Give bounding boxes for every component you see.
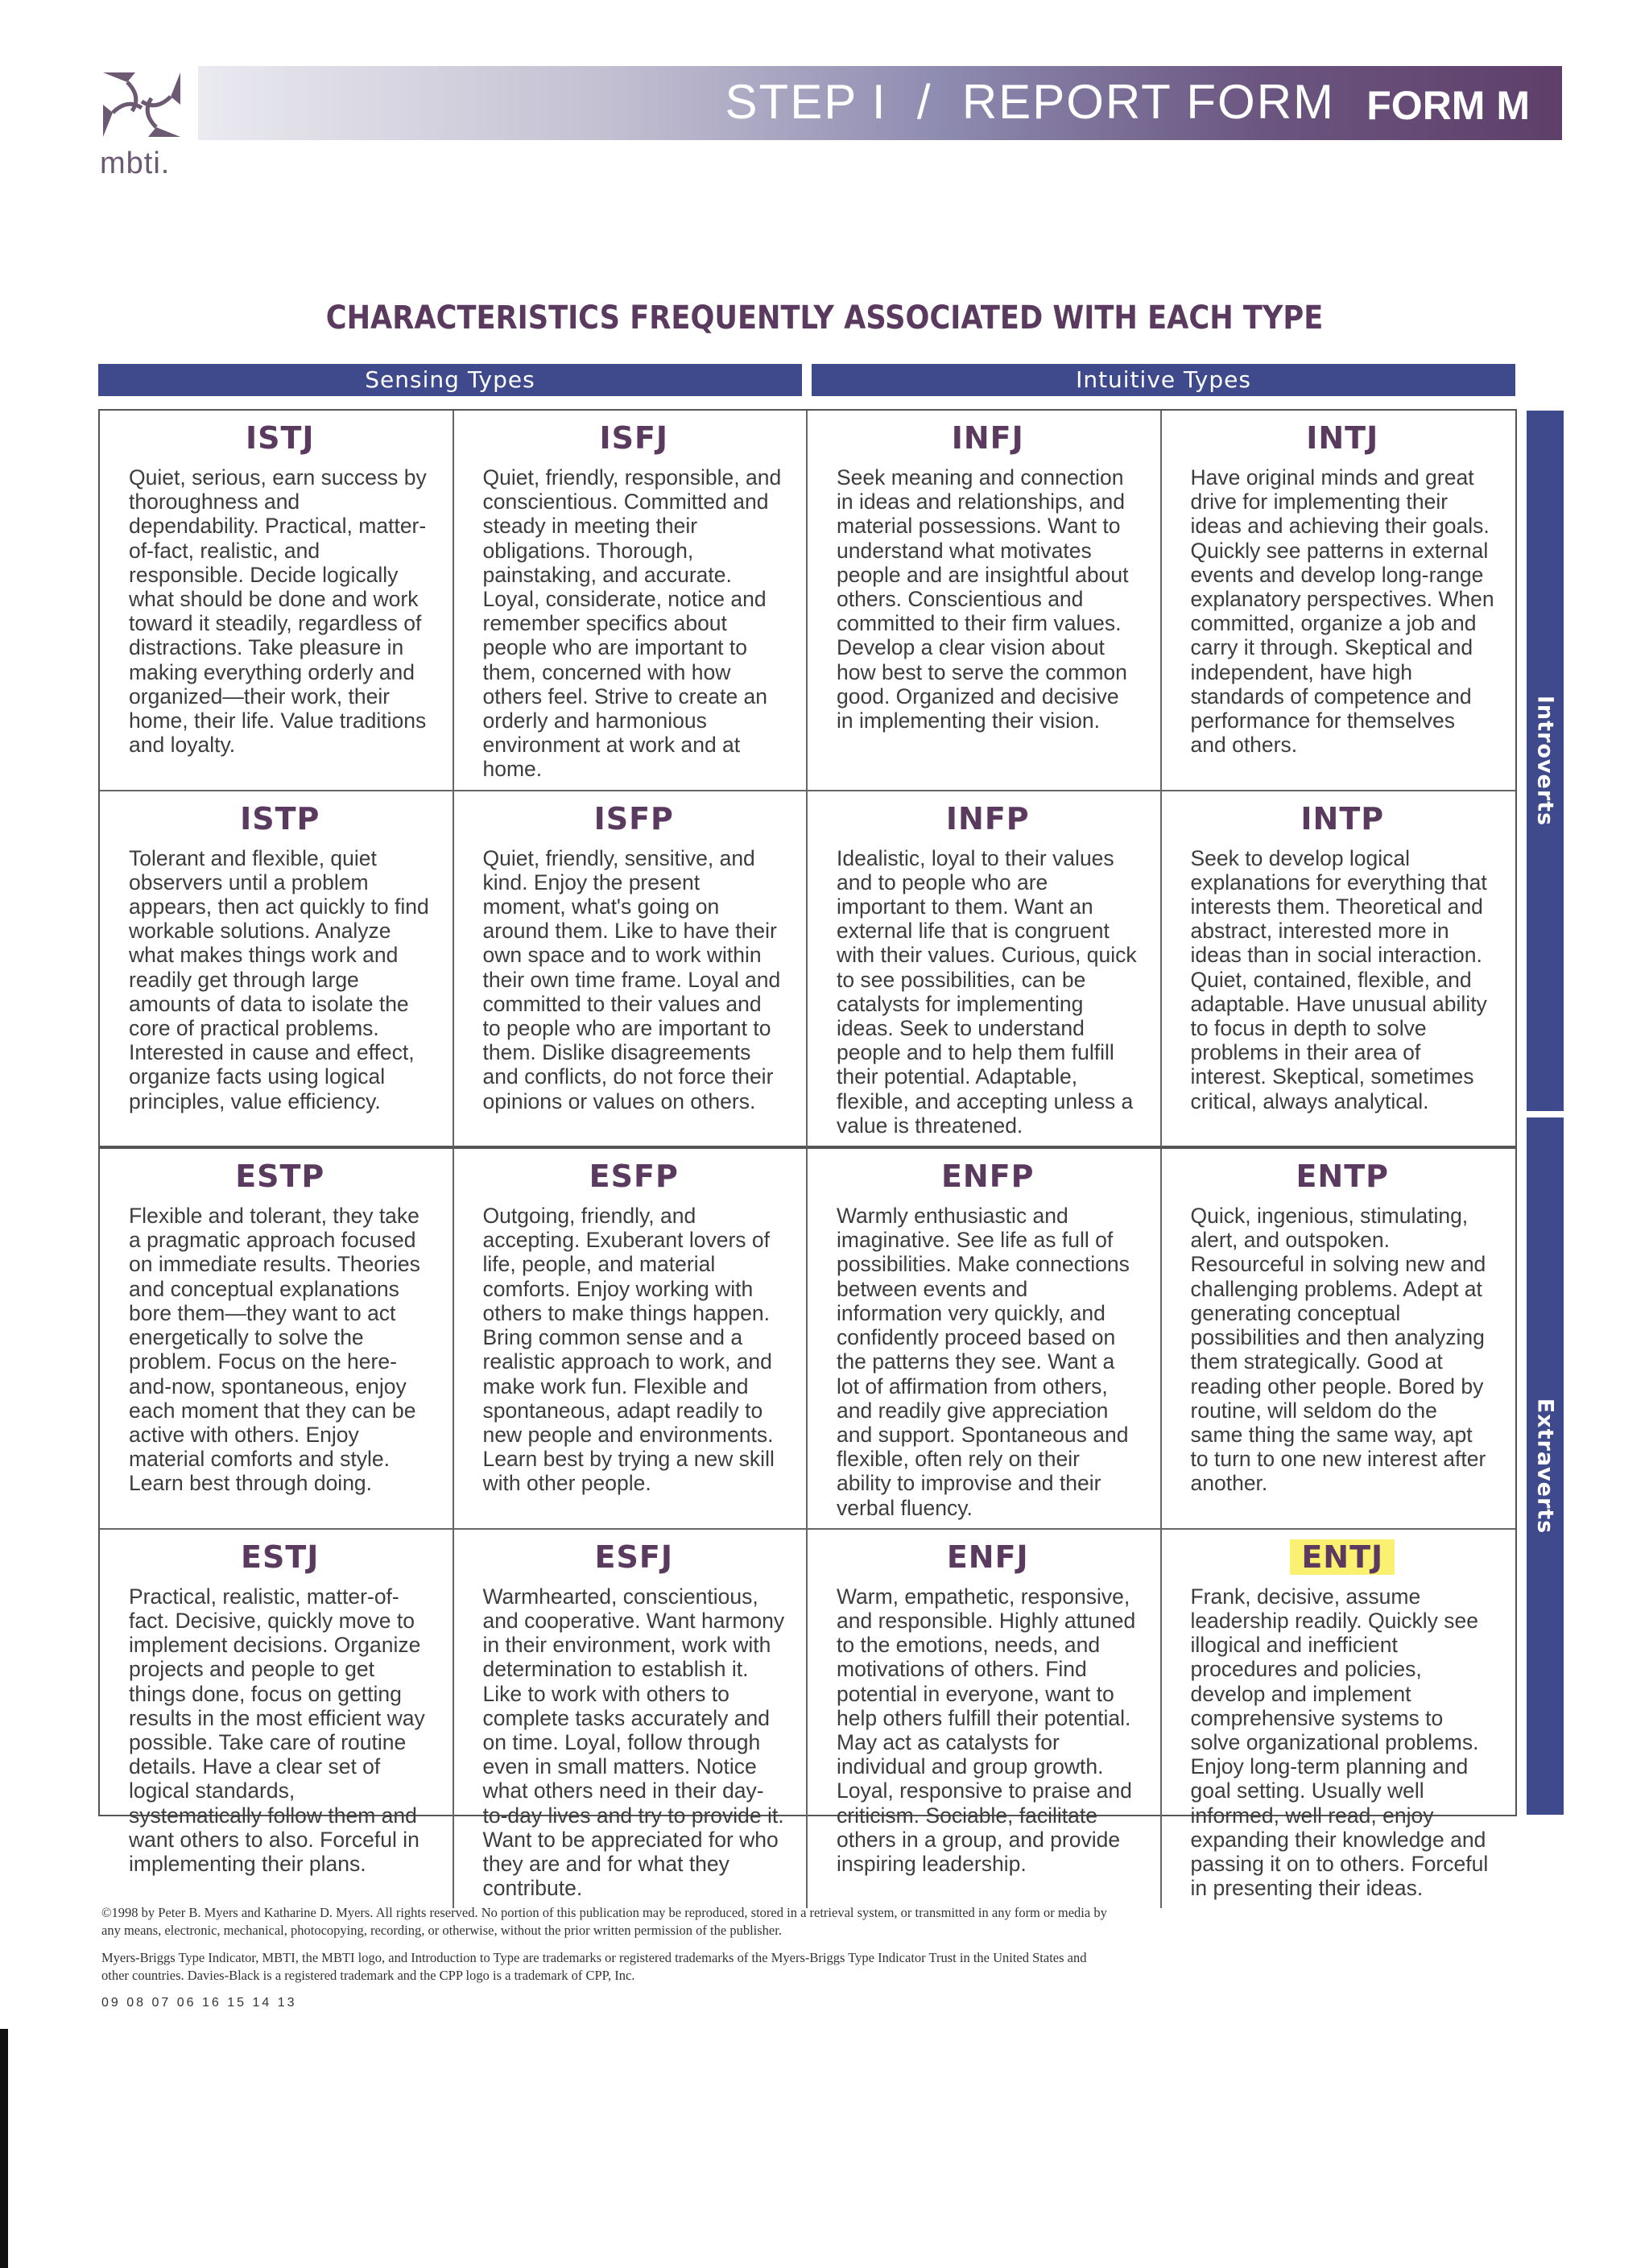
type-cell-entp	[1162, 1149, 1516, 1530]
type-cell-istp	[100, 791, 454, 1149]
type-cell-isfp	[454, 791, 808, 1149]
type-cell-esfj	[454, 1530, 808, 1909]
type-cell-estj	[100, 1530, 454, 1909]
type-cell-intp	[1162, 791, 1516, 1149]
logo-text: mbti.	[100, 147, 171, 180]
type-description: Outgoing, friendly, and accepting. Exuberant lovers of life, people, and material comforts. Enjoy working with others to make things happen. Bring common sense and a realistic approach to work, and make work fun. Flexible and spontaneous, adapt readily to new people and environments. Learn best by trying a new skill with other people.	[482, 1204, 775, 1496]
type-name: ENTP	[1296, 1159, 1390, 1195]
type-cell-estp	[100, 1149, 454, 1530]
type-cell-enfp	[808, 1149, 1162, 1530]
mbti-logo	[95, 64, 188, 180]
introverts-bar	[1527, 411, 1564, 1111]
header-banner	[198, 66, 1562, 140]
type-cell-esfp	[454, 1149, 808, 1530]
type-name	[1191, 1539, 1495, 1575]
type-cell-entj	[1162, 1530, 1516, 1909]
type-description: Have original minds and great drive for implementing their ideas and achieving their goals. Quickly see patterns in external events and develop long-range explanatory perspectives. When committed, organize a job and carry it through. Skeptical and independent, have high standards of competence and performance for themselves and others.	[1190, 465, 1494, 758]
extraverts-label: Extraverts	[1532, 1398, 1558, 1535]
sensing-types-header: Sensing Types	[98, 364, 802, 396]
type-description: Quiet, friendly, responsible, and conscientious. Committed and steady in meeting their obligations. Thorough, painstaking, and accurate. Loyal, considerate, notice and remember specifics about people who are important to them, concerned with how others feel. Strive to create an orderly and harmonious environment at work and at home.	[482, 465, 782, 782]
type-name: ISTP	[240, 800, 320, 837]
trademark-notice: Myers-Briggs Type Indicator, MBTI, the MBTI logo, and Introduction to Type are trademarks or registered trademarks of the Myers-Briggs Type Indicator Trust in the United States and other countries. Davies-Black is a registered trademark and the CPP logo is a trademark of CPP, Inc.	[101, 1950, 1087, 1983]
type-name: ESFP	[589, 1159, 679, 1195]
type-cell-isfj	[454, 411, 808, 791]
type-description: Warm, empathetic, responsive, and responsible. Highly attuned to the emotions, needs, and motivations of others. Find potential in everyone, want to help others fulfill their potential. May act as catalysts for individual and group growth. Loyal, responsive to praise and criticism. Sociable, facilitate others in a group, and provide inspiring leadership.	[837, 1584, 1136, 1876]
introverts-label: Introverts	[1532, 695, 1558, 827]
type-name: INFJ	[951, 420, 1024, 456]
type-cell-intj	[1162, 411, 1516, 791]
type-description: Seek meaning and connection in ideas and relationships, and material possessions. Want to understand what motivates people and are insightful about others. Conscientious and committed to their firm values. Develop a clear vision about how best to serve the common good. Organized and decisive in implementing their vision.	[837, 465, 1129, 733]
type-description: Tolerant and flexible, quiet observers until a problem appears, then act quickly to find workable solutions. Analyze what makes things work and readily get through large amounts of data to isolate the core of practical problems. Interested in cause and effect, organize facts using logical principles, value efficiency.	[129, 845, 429, 1113]
form-label: FORM M	[1366, 83, 1530, 128]
type-description: Quick, ingenious, stimulating, alert, and outspoken. Resourceful in solving new and challenging problems. Adept at generating conceptual possibilities and then analyzing them strategically. Good at reading other people. Bored by routine, will seldom do the same thing the same way, apt to turn to one new interest after another.	[1190, 1204, 1486, 1496]
type-name: ISFJ	[599, 420, 669, 456]
type-name: ENFJ	[946, 1539, 1029, 1575]
type-cell-infp	[808, 791, 1162, 1149]
type-name: ESTJ	[241, 1539, 320, 1575]
type-description: Seek to develop logical explanations for everything that interests them. Theoretical and abstract, interested more in ideas than in social interaction. Quiet, contained, flexible, and adaptable. Have unusual ability to focus in depth to solve problems in their area of interest. Skeptical, sometimes critical, always analytical.	[1190, 845, 1487, 1113]
type-cell-enfj	[808, 1530, 1162, 1909]
type-description: Quiet, friendly, sensitive, and kind. Enjoy the present moment, what's going on around them. Like to have their own space and to work within their own time frame. Loyal and committed to their values and to people who are important to them. Dislike disagreements and conflicts, do not force their opinions or values on others.	[482, 845, 781, 1113]
copyright-notice: ©1998 by Peter B. Myers and Katharine D. Myers. All rights reserved. No portion of this publication may be reproduced, stored in a retrieval system, or transmitted in any form or media by any means, electronic, mechanical, photocopying, recording, or otherwise, without the prior written permission of the publisher.	[101, 1905, 1107, 1938]
type-description: Practical, realistic, matter-of-fact. Decisive, quickly move to implement decisions. Organize projects and people to get things done, focus on getting results in the most efficient way possible. Take care of routine details. Have a clear set of logical standards, systematically follow them and want others to also. Forceful in implementing their plans.	[129, 1584, 425, 1876]
type-name: ESTP	[235, 1159, 325, 1195]
page-title: CHARACTERISTICS FREQUENTLY ASSOCIATED WITH EACH TYPE	[325, 300, 1324, 337]
extraverts-bar	[1527, 1117, 1564, 1815]
intuitive-types-header: Intuitive Types	[812, 364, 1515, 396]
type-name: INTJ	[1306, 420, 1379, 456]
type-name: ENFP	[940, 1159, 1035, 1195]
type-name: INFP	[945, 800, 1030, 837]
type-description: Warmly enthusiastic and imaginative. See life as full of possibilities. Make connections between events and information very quickly, and confidently proceed based on the patterns they see. Want a lot of affirmation from others, and readily give appreciation and support. Spontaneous and flexible, often rely on their ability to improvise and their verbal fluency.	[837, 1204, 1130, 1520]
type-description: Frank, decisive, assume leadership readily. Quickly see illogical and inefficient procedures and policies, develop and implement comprehensive systems to solve organizational problems. Enjoy long-term planning and goal setting. Usually well informed, well read, enjoy expanding their knowledge and passing it on to others. Forceful in presenting their ideas.	[1190, 1584, 1489, 1901]
mbti-logo-icon	[95, 64, 188, 145]
footer	[101, 1904, 1116, 2022]
type-cell-istj	[100, 411, 454, 791]
type-description: Quiet, serious, earn success by thoroughness and dependability. Practical, matter-of-fact, realistic, and responsible. Decide logically what should be done and work toward it steadily, regardless of distractions. Take pleasure in making everything orderly and organized—their work, their home, their life. Value traditions and loyalty.	[129, 465, 427, 758]
type-grid	[98, 409, 1517, 1901]
scan-edge	[0, 2029, 8, 2268]
type-description: Idealistic, loyal to their values and to people who are important to them. Want an external life that is congruent with their values. Curious, quick to see possibilities, can be catalysts for implementing ideas. Seek to understand people and to help them fulfill their potential. Adaptable, flexible, and accepting unless a value is threatened.	[837, 845, 1137, 1138]
type-description: Flexible and tolerant, they take a pragmatic approach focused on immediate results. Theories and conceptual explanations bore them—they want to act energetically to solve the problem. Focus on the here-and-now, spontaneous, enjoy each moment that they can be active with others. Enjoy material comforts and style. Learn best through doing.	[129, 1204, 420, 1496]
type-name: ISFP	[593, 800, 674, 837]
type-cell-infj	[808, 411, 1162, 791]
type-name: ISTJ	[245, 420, 315, 456]
print-codes: 09 08 07 06 16 15 14 13	[101, 1996, 297, 2010]
type-description: Warmhearted, conscientious, and cooperative. Want harmony in their environment, work with determination to establish it. Like to work with others to complete tasks accurately and on time. Loyal, follow through even in small matters. Notice what others need in their day-to-day lives and try to provide it. Want to be appreciated for who they are and for what they contribute.	[482, 1584, 785, 1901]
type-name: ESFJ	[594, 1539, 673, 1575]
type-name: INTP	[1300, 800, 1385, 837]
report-title: STEP I / REPORT FORM	[725, 75, 1335, 129]
highlighted-type: ENTJ	[1290, 1539, 1395, 1575]
